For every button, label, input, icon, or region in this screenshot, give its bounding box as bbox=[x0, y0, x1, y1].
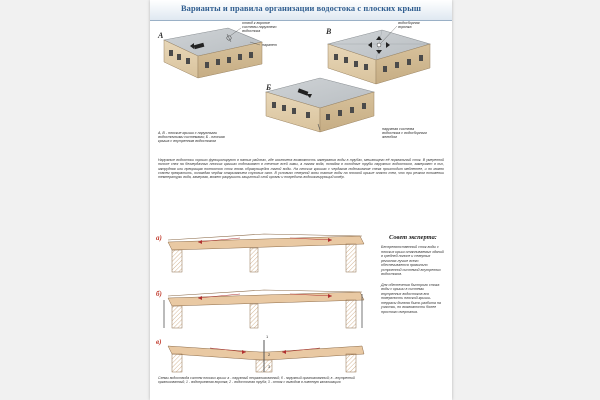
scheme-number-3: 3 bbox=[268, 364, 271, 369]
callout-drain-outlet: отвод к воронке системы наружнего водостока bbox=[242, 21, 277, 33]
expert-advice-paragraph-2: Для обеспечения быстрого стока воды с крыши в системы внутренних водостоков вся поверхность плоской крыши-террасы должна быть разбита на участки, по возможности более простого очертания. bbox=[381, 282, 441, 314]
scheme-label-v: в) bbox=[156, 338, 162, 346]
scheme-v bbox=[168, 334, 364, 372]
title-bar bbox=[150, 0, 452, 21]
scheme-a bbox=[168, 234, 364, 272]
callout-funnel: водосборная воронка bbox=[398, 21, 420, 29]
page-title: Варианты и правила организации водостока с плоских крыш bbox=[180, 4, 422, 13]
scheme-label-b: б) bbox=[156, 290, 162, 298]
building-b bbox=[266, 78, 374, 132]
buildings-illustration bbox=[150, 20, 452, 154]
callout-external-gutter: наружная система водостока с водосборным желобом bbox=[382, 127, 427, 139]
scheme-label-a: а) bbox=[156, 234, 162, 242]
scheme-number-2: 2 bbox=[268, 352, 271, 357]
building-a bbox=[164, 28, 262, 78]
expert-advice bbox=[378, 232, 448, 396]
expert-advice-paragraph-1: Беспрепятственный сток воды с плоских крыш отапливаемых зданий в средней полосе и северных регионах лучше всего обеспечивается правильно устроенной системой внутренних водостоков. bbox=[381, 245, 444, 276]
callout-parapet: парапет bbox=[262, 43, 277, 47]
label-a: А bbox=[158, 31, 164, 40]
expert-advice-title: Совет эксперта: bbox=[389, 234, 437, 241]
label-b: Б bbox=[266, 83, 272, 92]
description-paragraph: Наружные водостоки хорошо функционируют в южных районах, где исключена возможность замерзания воды в трубах, мешающего её нормальный сток. В умеренной полосе снег на безчердачных плоских крышах подтаивает в течение всей зимы, а талая вода, попадая в холодные трубы наружных водостоков, замерзает в них, затрудняя или прекращая полностью сток вновь образующейся талой воды. На плоских крышах с чердаком подтаивание снега происходит медленнее, и но можно совсем прекратить, охлаждая чердак открыванием слуховых окон. В условиях северной зоны таяние воды на плоской крыше опасно тем, что при резком понижении температуры вода, замерзая, может разрушить защитный слой кровли и повредить водоизолирующий ковёр. bbox=[158, 158, 444, 180]
scheme-b bbox=[164, 290, 364, 328]
label-v: В bbox=[326, 27, 332, 36]
scheme-number-1: 1 bbox=[266, 334, 269, 339]
building-v bbox=[328, 30, 430, 84]
scheme-caption: Схемы водоотвода систем плоских крыш: а - наружный неорганизованный; б - наружный организованный; в - внутренний организованный; 1 - водоприемная воронка; 2 - водосточная труба; 3 - стояк с выводом в ливневую канализацию bbox=[158, 376, 355, 385]
infographic-sheet bbox=[150, 0, 452, 400]
caption-av: А, В - плоские крыши с наружными водосточными системами; Б - плоская крыша с внутренним водостоком bbox=[158, 131, 225, 143]
